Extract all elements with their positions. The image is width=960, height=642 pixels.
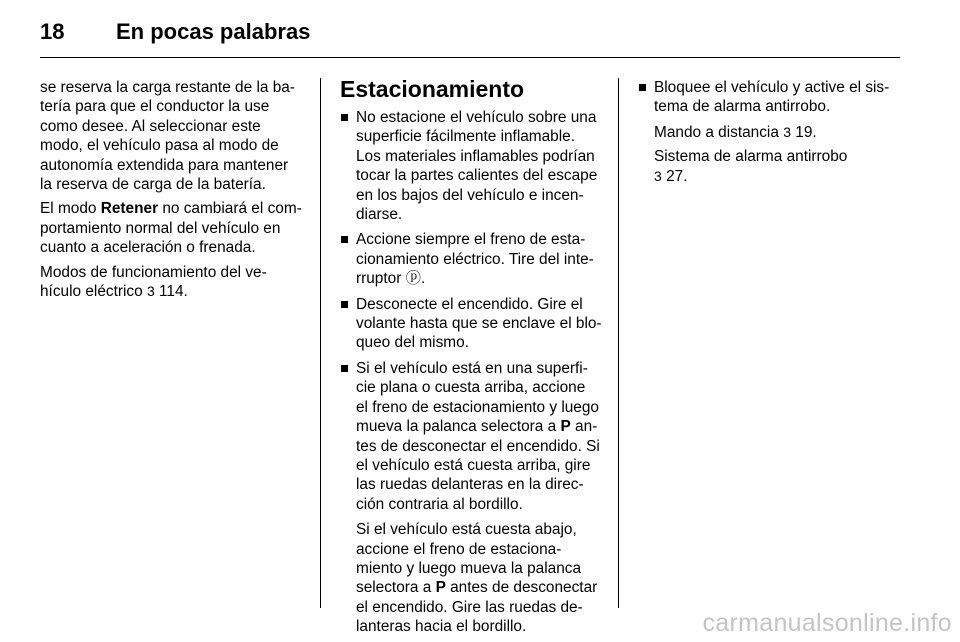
column-3 xyxy=(638,78,900,191)
header-rule xyxy=(40,57,900,58)
page-ref-arrow-icon: 3 xyxy=(654,167,662,184)
page-ref-arrow-icon: 3 xyxy=(783,123,791,140)
gear-position: P xyxy=(560,418,571,436)
bullet-icon xyxy=(341,365,348,372)
list-item: No estacione el vehículo sobre una superficie fácilmente inflamable. Los materiales inflamables podrían tocar la partes calientes del escape en los bajos del vehículo e incen- diarse. xyxy=(340,108,602,224)
column-1 xyxy=(40,78,302,306)
paragraph: se reserva la carga restante de la ba- tería para que el conductor la use como desee. Al seleccionar este modo, el vehículo pasa al modo de autonomía extendida para mantener la reserva de carga de la batería. xyxy=(40,79,295,194)
watermark: carmanualsonline.info xyxy=(702,609,952,637)
cross-reference: Sistema de alarma antirrobo 3 27. xyxy=(654,148,848,185)
page-number: 18 xyxy=(40,19,65,44)
parking-brake-icon: ⓟ xyxy=(405,270,422,288)
list-item: Accione siempre el freno de esta- cionamiento eléctrico. Tire del inte- rruptor ⓟ. xyxy=(340,230,602,288)
bullet-icon xyxy=(639,84,646,91)
bullet-icon xyxy=(341,301,348,308)
page-header xyxy=(40,18,900,50)
gear-position: P xyxy=(435,579,446,597)
list-item: Desconecte el encendido. Gire el volante hasta que se enclave el blo- queo del mismo. xyxy=(340,295,602,353)
list-item: Si el vehículo está en una superfi- cie plana o cuesta arriba, accione el freno de estacionamiento y luego mueva la palanca selectora a P an- tes de desconectar el encendido. Si el vehículo está cuesta arriba, gire las ruedas delanteras en la direc- ción contraria al bordillo. xyxy=(340,359,602,514)
section-heading: Estacionamiento xyxy=(340,76,525,102)
cross-reference: Mando a distancia 3 19. xyxy=(654,123,817,141)
section-title: En pocas palabras xyxy=(116,19,311,44)
column-divider xyxy=(320,78,321,608)
column-2 xyxy=(340,78,602,642)
paragraph: Si el vehículo está cuesta abajo, accione el freno de estaciona- miento y luego mueva la palanca selectora a P antes de desconectar el encendido. Gire las ruedas de- lanteras hacia el bordillo. xyxy=(356,521,598,636)
list-item: Bloquee el vehículo y active el sis- tema de alarma antirrobo. xyxy=(638,78,900,117)
bullet-icon xyxy=(341,236,348,243)
cross-reference: Modos de funcionamiento del ve- hículo eléctrico 3 114. xyxy=(40,263,267,301)
column-divider xyxy=(618,78,619,608)
bullet-icon xyxy=(341,114,348,121)
mode-name: Retener xyxy=(100,200,159,218)
paragraph: El modo Retener no cambiará el com- portamiento normal del vehículo en cuanto a aceleración o frenada. xyxy=(40,200,302,257)
page-ref-arrow-icon: 3 xyxy=(146,283,155,300)
